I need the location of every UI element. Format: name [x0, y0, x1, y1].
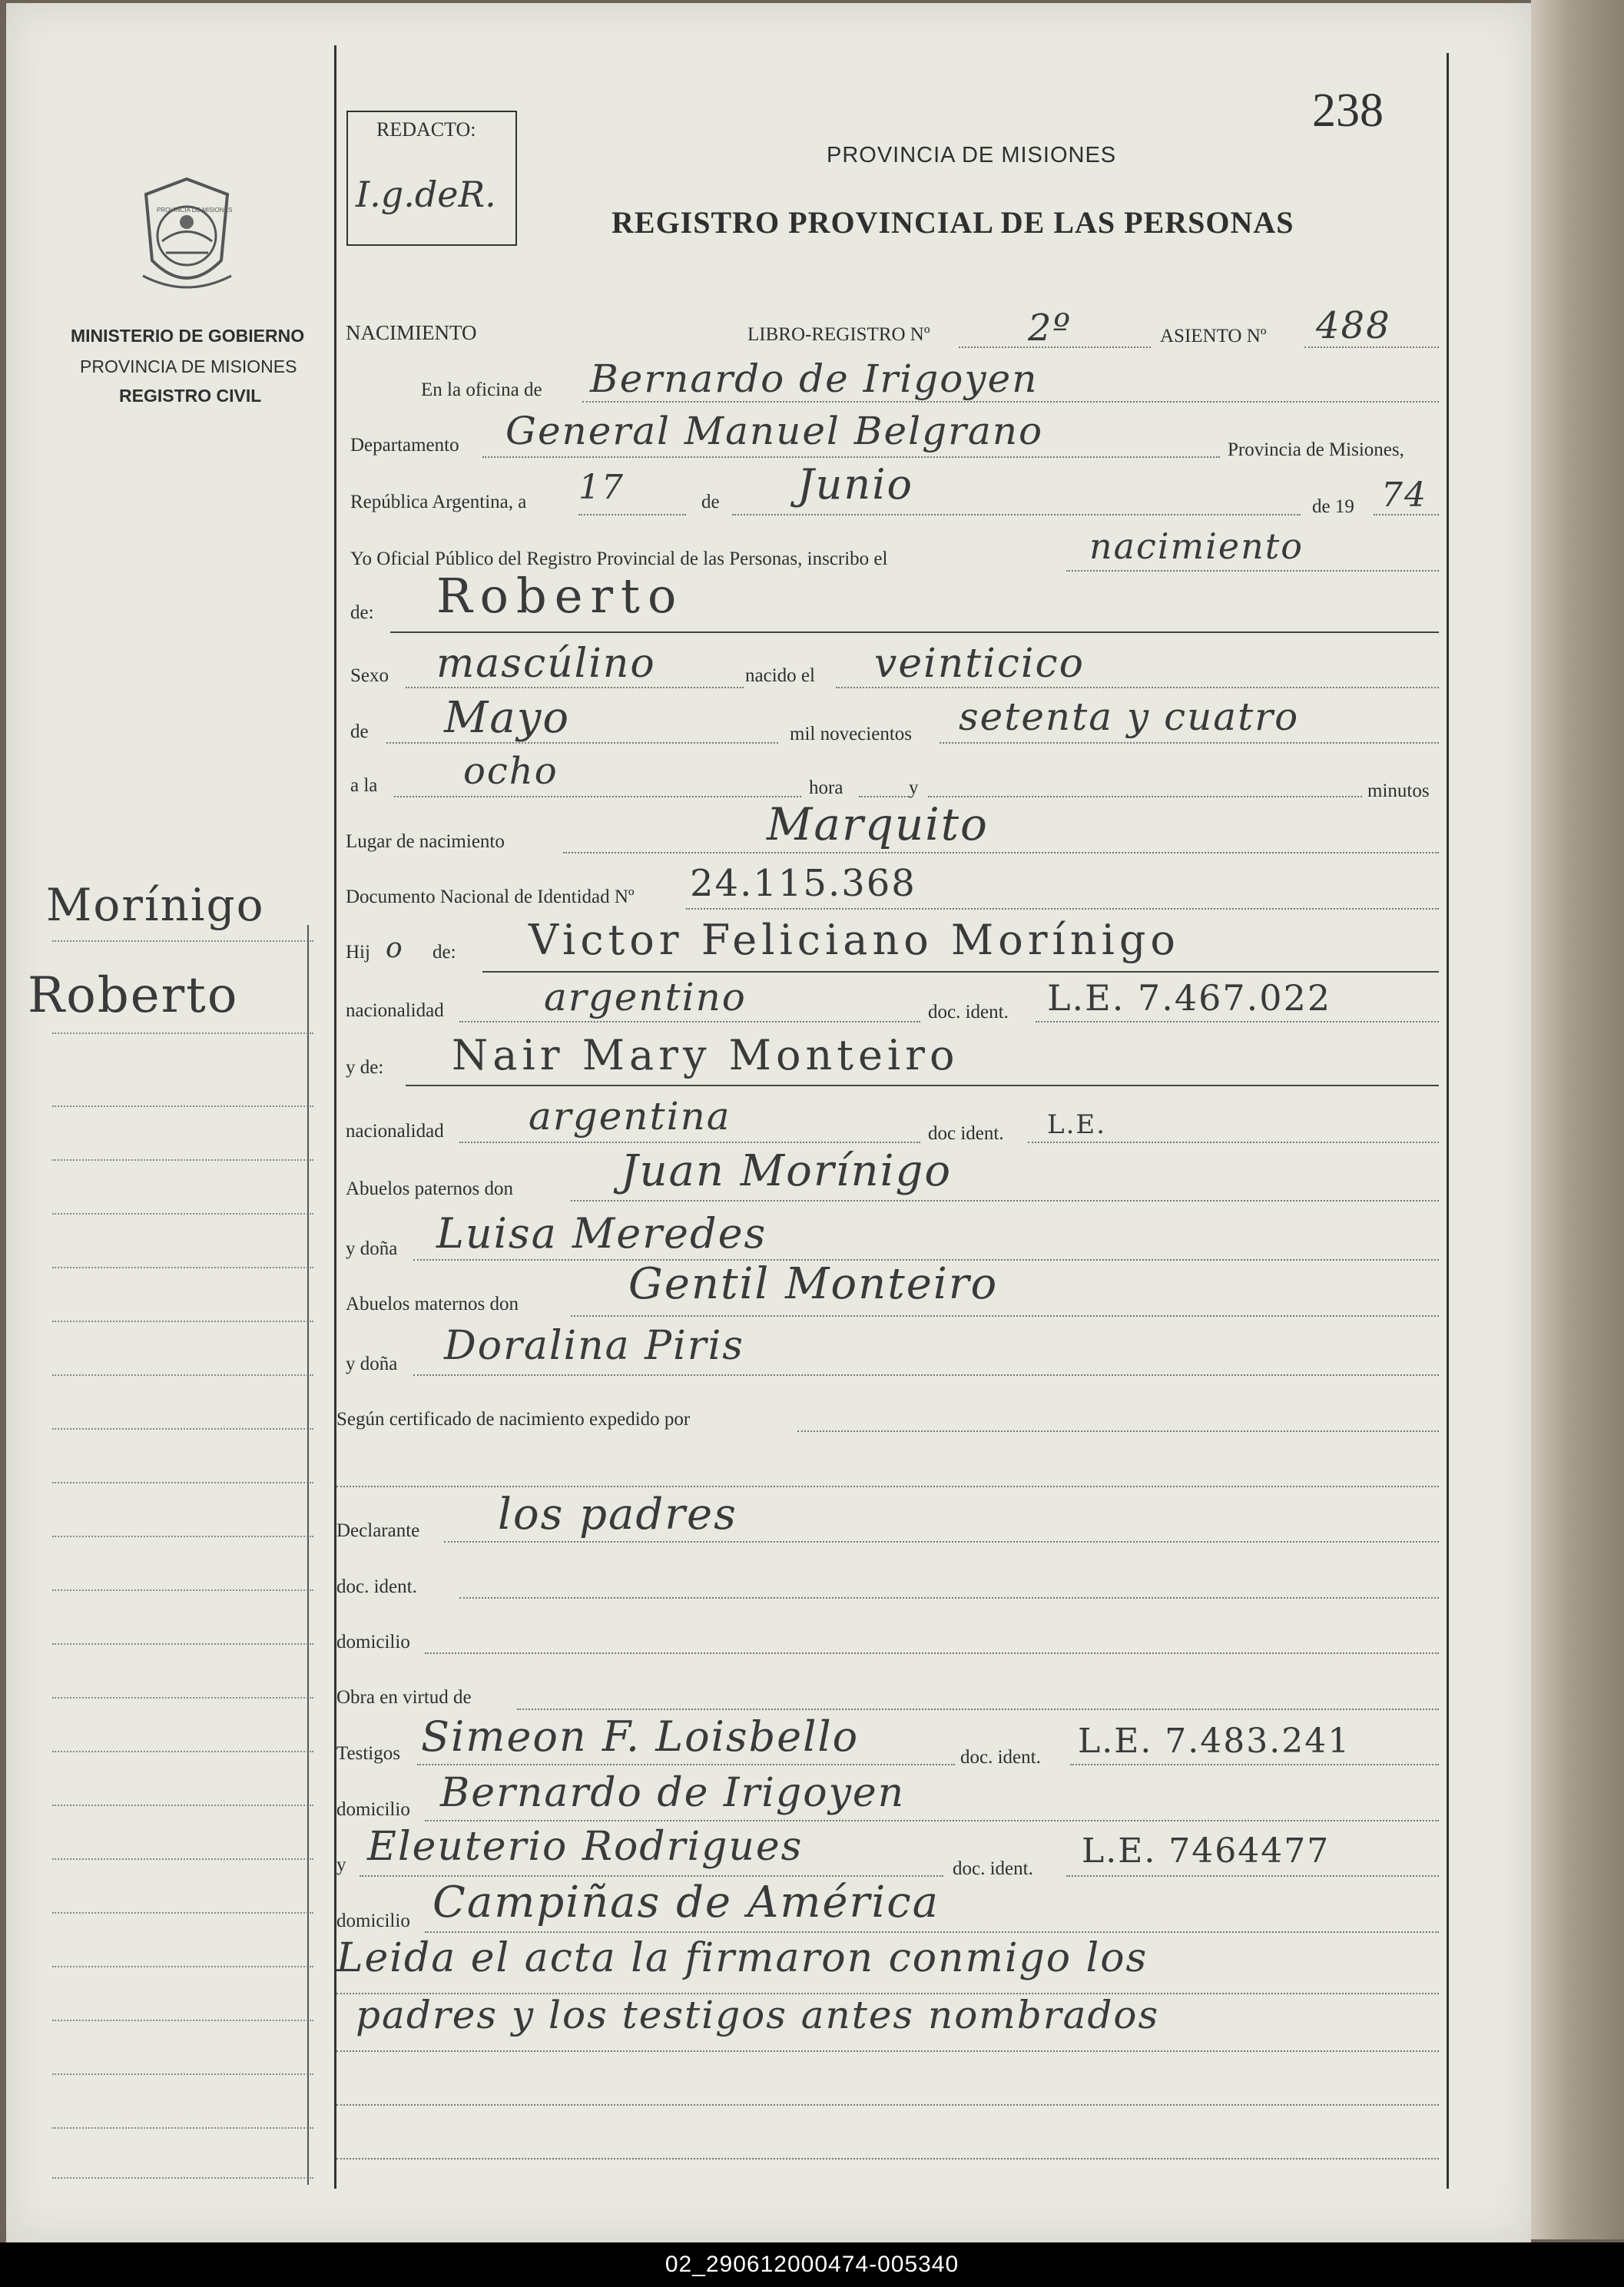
- line-hora2: [859, 796, 909, 797]
- label-oficial: Yo Oficial Público del Registro Provincial de las Personas, inscribo el: [350, 549, 888, 569]
- line-domicilio: [425, 1652, 1439, 1654]
- footer-bar: [0, 2242, 1624, 2287]
- value-testigo2: Eleuterio Rodrigues: [367, 1824, 804, 1870]
- value-nota1: Leida el acta la firmaron conmigo los: [336, 1935, 1148, 1981]
- value-testigo2-dom: Campiñas de América: [433, 1878, 940, 1927]
- line-nac2: [459, 1142, 920, 1143]
- value-nacido: veinticico: [874, 641, 1085, 687]
- value-dni: 24.115.368: [690, 862, 916, 905]
- line-abuela-mat: [413, 1374, 1439, 1376]
- value-testigo1-doc: L.E. 7.483.241: [1078, 1722, 1351, 1761]
- emblem-text: PROVINCIA DE MISIONES: [157, 207, 233, 214]
- value-padre: Victor Feliciano Morínigo: [529, 916, 1180, 964]
- margin-line: [52, 1912, 313, 1914]
- label-de19: de 19: [1312, 496, 1354, 517]
- margin-line: [52, 1966, 313, 1967]
- line-blank1: [336, 2104, 1439, 2106]
- line-abuelo-pat: [571, 1200, 1439, 1202]
- line-departamento: [482, 456, 1220, 458]
- margin-line: [52, 1482, 313, 1483]
- inner-rule: [307, 925, 309, 2185]
- province-emblem: [135, 176, 239, 299]
- value-padre-doc: L.E. 7.467.022: [1047, 977, 1332, 1019]
- line-doc2: [1028, 1142, 1439, 1143]
- line-madre: [406, 1085, 1439, 1086]
- margin-line: [52, 1536, 313, 1537]
- page-number: 238: [1312, 85, 1384, 137]
- label-libro: LIBRO-REGISTRO Nº: [747, 324, 930, 345]
- margin-line: [52, 1643, 313, 1645]
- margin-line: [52, 1428, 313, 1430]
- footer-filename: 02_290612000474-005340: [665, 2252, 959, 2277]
- margin-line: [52, 1213, 313, 1215]
- label-abuelos-mat: Abuelos maternos don: [346, 1294, 519, 1314]
- line-testigo2: [360, 1875, 943, 1877]
- label-ala: a la: [350, 775, 378, 796]
- margin-line: [52, 2020, 313, 2021]
- value-anio: 74: [1381, 476, 1427, 515]
- margin-line: [52, 1267, 313, 1268]
- label-de-mes: de: [350, 721, 369, 742]
- line-nombre: [390, 631, 1439, 633]
- line-nota2: [336, 2050, 1439, 2052]
- margin-name: Roberto: [28, 967, 239, 1024]
- value-testigo2-doc: L.E. 7464477: [1082, 1831, 1331, 1871]
- margin-line: [52, 1858, 313, 1860]
- line-segun: [797, 1430, 1439, 1432]
- value-mes: Junio: [797, 460, 913, 509]
- label-testigos: Testigos: [336, 1743, 400, 1764]
- value-asiento: 488: [1316, 304, 1391, 347]
- line-doc-t1: [1070, 1764, 1439, 1765]
- header-province: PROVINCIA DE MISIONES: [827, 143, 1117, 167]
- label-hora: hora: [809, 777, 843, 798]
- value-dia: 17: [578, 468, 625, 507]
- margin-line: [52, 940, 313, 942]
- label-declarante: Declarante: [336, 1520, 420, 1541]
- line-hora: [394, 796, 801, 797]
- margin-line: [52, 1589, 313, 1591]
- value-hora: ocho: [463, 750, 558, 793]
- value-madre-doc: L.E.: [1047, 1109, 1107, 1140]
- value-madre-nac: argentina: [529, 1094, 731, 1139]
- label-republica: República Argentina, a: [350, 492, 527, 512]
- line-nac1: [459, 1021, 920, 1023]
- line-dni: [686, 908, 1439, 910]
- line-minutos: [928, 796, 1362, 797]
- redacto-label: REDACTO:: [376, 118, 476, 141]
- label-nacimiento: NACIMIENTO: [346, 321, 477, 344]
- right-margin-rule: [1447, 53, 1449, 2189]
- label-docident: doc. ident.: [336, 1576, 417, 1597]
- label-obra: Obra en virtud de: [336, 1687, 472, 1708]
- line-blank2: [336, 2158, 1439, 2159]
- label-doc1: doc. ident.: [928, 1002, 1009, 1023]
- label-nacido: nacido el: [745, 665, 815, 686]
- label-yde: y de:: [346, 1057, 384, 1078]
- value-libro: 2º: [1028, 307, 1072, 350]
- label-nacionalidad2: nacionalidad: [346, 1121, 444, 1142]
- label-ydona2: y doña: [346, 1354, 398, 1374]
- line-domicilio-t2: [425, 1931, 1439, 1933]
- value-lugar: Marquito: [767, 798, 989, 850]
- label-mil: mil novecientos: [790, 724, 912, 744]
- margin-line: [52, 1321, 313, 1322]
- book-edge: [1531, 0, 1624, 2239]
- label-abuelos-pat: Abuelos paternos don: [346, 1178, 514, 1199]
- label-nacionalidad1: nacionalidad: [346, 1000, 444, 1021]
- label-domicilio: domicilio: [336, 1632, 410, 1652]
- label-y: y: [909, 777, 919, 798]
- value-abuela-pat: Luisa Meredes: [436, 1209, 767, 1258]
- value-abuelo-mat: Gentil Monteiro: [628, 1259, 999, 1309]
- value-oficina: Bernardo de Irigoyen: [590, 356, 1039, 401]
- label-hijo-de: de:: [433, 942, 456, 963]
- value-madre: Nair Mary Monteiro: [452, 1031, 959, 1079]
- header-registry: REGISTRO PROVINCIAL DE LAS PERSONAS: [611, 205, 1294, 240]
- label-domicilio-t1: domicilio: [336, 1799, 410, 1820]
- line-lugar: [563, 852, 1439, 853]
- value-testigo1-dom: Bernardo de Irigoyen: [440, 1770, 906, 1816]
- margin-line: [52, 1751, 313, 1752]
- line-docident: [459, 1597, 1439, 1599]
- value-anio-nac: setenta y cuatro: [959, 694, 1300, 739]
- redacto-initials: I.g.deR.: [356, 174, 496, 215]
- label-segun: Según certificado de nacimiento expedido por: [336, 1409, 691, 1430]
- value-nombre: Roberto: [436, 568, 684, 624]
- label-doc2: doc ident.: [928, 1123, 1004, 1144]
- redacto-box: [346, 111, 517, 246]
- margin-line: [52, 1032, 313, 1034]
- label-lugar: Lugar de nacimiento: [346, 831, 505, 852]
- ministry-line1: MINISTERIO DE GOBIERNO: [71, 326, 305, 346]
- margin-line: [52, 2127, 313, 2129]
- label-dni: Documento Nacional de Identidad Nº: [346, 887, 635, 907]
- label-hijo: Hij: [346, 942, 370, 963]
- margin-line: [52, 1159, 313, 1161]
- line-segun2: [336, 1486, 1439, 1487]
- value-departamento: General Manuel Belgrano: [505, 409, 1044, 453]
- label-doc-t1: doc. ident.: [960, 1747, 1041, 1768]
- value-abuelo-pat: Juan Morínigo: [621, 1146, 953, 1196]
- label-de: de: [701, 492, 720, 512]
- line-anio-nac: [940, 742, 1439, 744]
- label-sexo: Sexo: [350, 665, 389, 686]
- margin-line: [52, 1805, 313, 1806]
- margin-surname: Morínigo: [46, 879, 265, 931]
- label-ydona1: y doña: [346, 1238, 398, 1259]
- register-page: [6, 3, 1531, 2242]
- value-declarante: los padres: [498, 1490, 737, 1540]
- ministry-line3: REGISTRO CIVIL: [119, 386, 262, 406]
- value-padre-nac: argentino: [544, 975, 747, 1019]
- margin-line: [52, 1374, 313, 1376]
- line-dia: [578, 514, 686, 515]
- label-domicilio-t2: domicilio: [336, 1911, 410, 1931]
- label-departamento: Departamento: [350, 435, 459, 456]
- label-provincia: Provincia de Misiones,: [1228, 439, 1404, 460]
- line-oficina: [582, 401, 1439, 403]
- line-obra: [517, 1709, 1439, 1710]
- line-nacido: [836, 687, 1439, 688]
- line-domicilio-t1: [425, 1820, 1439, 1821]
- line-declarante: [444, 1541, 1439, 1543]
- label-oficina: En la oficina de: [421, 380, 542, 400]
- line-abuelo-mat: [571, 1315, 1439, 1317]
- value-hijo-letter: o: [386, 933, 404, 964]
- margin-line: [52, 2177, 313, 2179]
- margin-line: [52, 2073, 313, 2075]
- value-sexo: mascúlino: [436, 641, 656, 687]
- line-padre: [482, 971, 1439, 973]
- margin-line: [52, 1105, 313, 1107]
- line-mes: [732, 514, 1301, 515]
- label-y-t2: y: [336, 1854, 346, 1875]
- value-testigo1: Simeon F. Loisbello: [421, 1712, 860, 1761]
- ministry-line2: PROVINCIA DE MISIONES: [80, 356, 297, 376]
- label-minutos: minutos: [1367, 781, 1430, 801]
- line-doc-t2: [1066, 1875, 1439, 1877]
- label-doc-t2: doc. ident.: [953, 1858, 1033, 1879]
- line-sexo: [406, 687, 744, 688]
- label-nombre: de:: [350, 602, 374, 623]
- margin-line: [52, 1697, 313, 1699]
- value-tipo: nacimiento: [1089, 525, 1304, 567]
- value-mes-nac: Mayo: [444, 693, 571, 743]
- value-nota2: padres y los testigos antes nombrados: [356, 1993, 1160, 2037]
- line-doc1: [1036, 1021, 1439, 1023]
- line-tipo: [1066, 570, 1439, 572]
- value-abuela-mat: Doralina Piris: [444, 1323, 744, 1369]
- line-testigo1: [417, 1764, 955, 1765]
- label-asiento: ASIENTO Nº: [1160, 326, 1267, 346]
